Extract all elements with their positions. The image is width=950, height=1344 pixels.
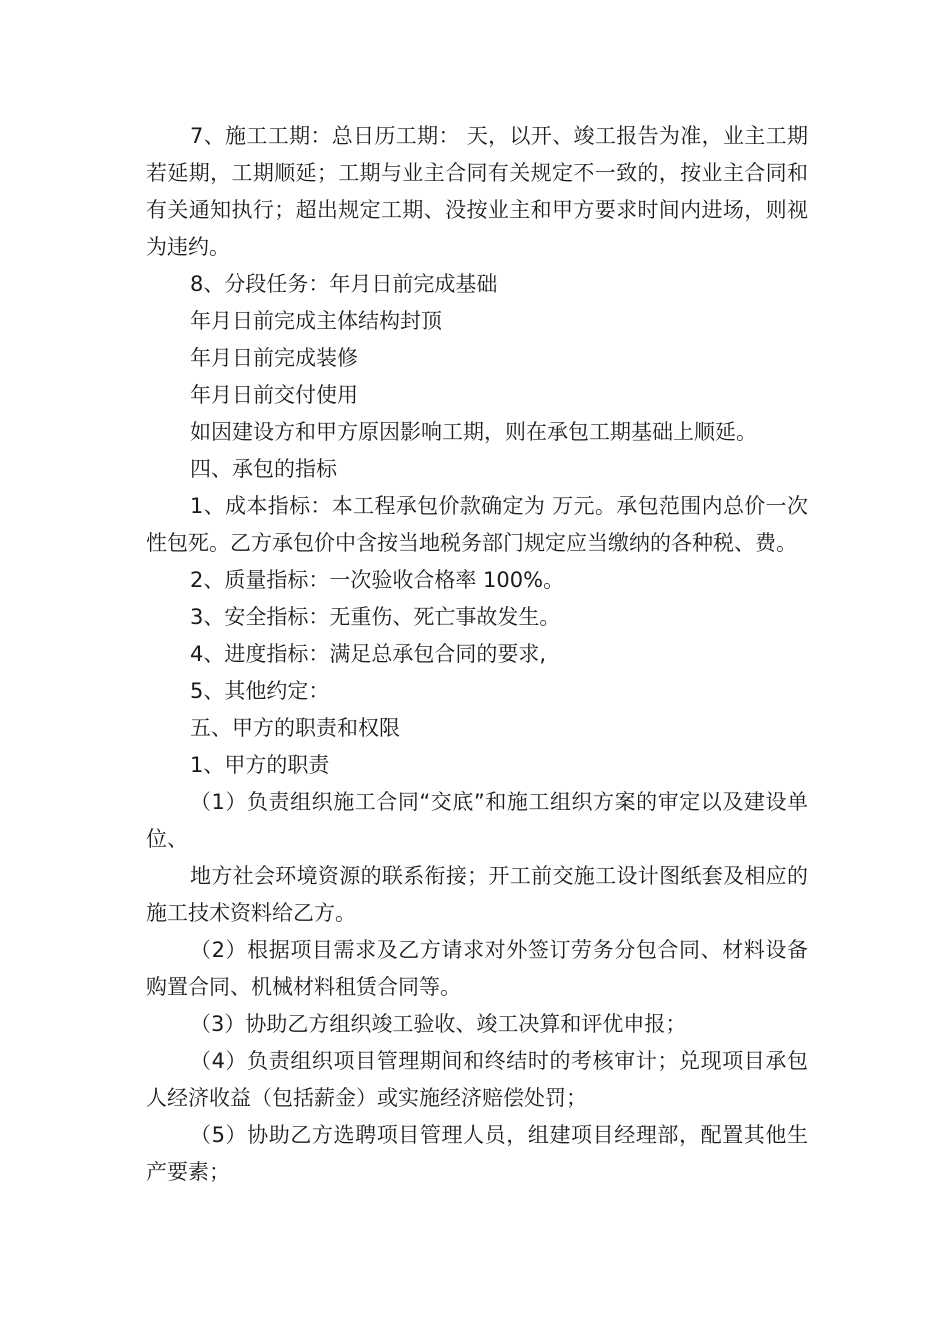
paragraph-duty-5: （5）协助乙方选聘项目管理人员，组建项目经理部，配置其他生产要素； bbox=[146, 1123, 808, 1184]
document-body bbox=[146, 118, 808, 1191]
paragraph-duty-4: （4）负责组织项目管理期间和终结时的考核审计；兑现项目承包人经济收益（包括薪金）或实施经济赔偿处罚； bbox=[146, 1049, 808, 1110]
paragraph-delay-extension: 如因建设方和甲方原因影响工期，则在承包工期基础上顺延。 bbox=[190, 420, 757, 444]
section-heading-party-a: 五、甲方的职责和权限 bbox=[190, 716, 400, 740]
paragraph-phase-decoration: 年月日前完成装修 bbox=[190, 346, 358, 370]
paragraph-duty-2: （2）根据项目需求及乙方请求对外签订劳务分包合同、材料设备购置合同、机械材料租赁合同等。 bbox=[146, 938, 808, 999]
paragraph-other-terms: 5、其他约定： bbox=[190, 679, 330, 703]
paragraph-duty-3: （3）协助乙方组织竣工验收、竣工决算和评优申报； bbox=[190, 1012, 687, 1036]
paragraph-duty-1-continued: 地方社会环境资源的联系衔接；开工前交施工设计图纸套及相应的施工技术资料给乙方。 bbox=[146, 864, 808, 925]
paragraph-construction-period: 7、施工工期：总日历工期： 天，以开、竣工报告为准，业主工期若延期，工期顺延；工期与业主合同有关规定不一致的，按业主合同和有关通知执行；超出规定工期、没按业主和甲方要求时间内进场，则视为违约。 bbox=[146, 124, 808, 259]
paragraph-phase-delivery: 年月日前交付使用 bbox=[190, 383, 358, 407]
paragraph-progress-indicator: 4、进度指标：满足总承包合同的要求, bbox=[190, 642, 547, 666]
paragraph-phase-structure: 年月日前完成主体结构封顶 bbox=[190, 309, 442, 333]
paragraph-quality-indicator: 2、质量指标：一次验收合格率 100%。 bbox=[190, 568, 565, 592]
paragraph-duty-1: （1）负责组织施工合同“交底”和施工组织方案的审定以及建设单位、 bbox=[146, 790, 808, 851]
paragraph-safety-indicator: 3、安全指标：无重伤、死亡事故发生。 bbox=[190, 605, 561, 629]
subheading-party-a-duties: 1、甲方的职责 bbox=[190, 753, 330, 777]
paragraph-cost-indicator: 1、成本指标：本工程承包价款确定为 万元。承包范围内总价一次性包死。乙方承包价中含按当地税务部门规定应当缴纳的各种税、费。 bbox=[146, 494, 808, 555]
paragraph-phased-tasks: 8、分段任务：年月日前完成基础 bbox=[190, 272, 498, 296]
section-heading-indicators: 四、承包的指标 bbox=[190, 457, 337, 481]
